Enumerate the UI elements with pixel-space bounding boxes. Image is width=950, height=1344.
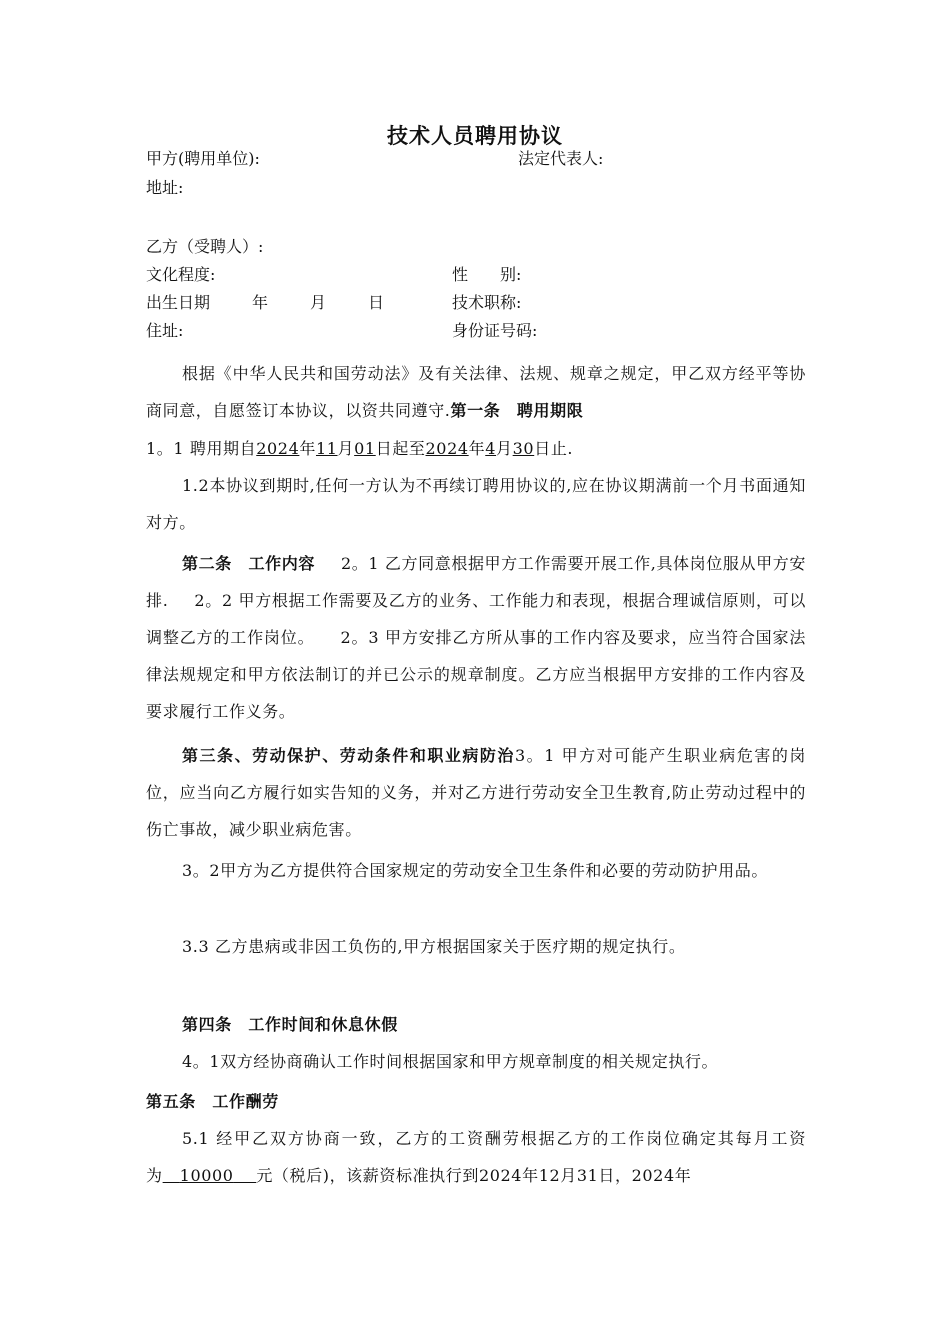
gender-label: 性 别: bbox=[452, 265, 522, 284]
monthly-salary: 10000 bbox=[179, 1166, 234, 1185]
clause-4-1: 4。1双方经协商确认工作时间根据国家和甲方规章制度的相关规定执行。 bbox=[182, 1052, 719, 1071]
id-number-label: 身份证号码: bbox=[452, 321, 538, 340]
article-4-heading-line bbox=[146, 1006, 806, 1043]
education-label: 文化程度: bbox=[146, 265, 216, 284]
end-year: 2024 bbox=[425, 439, 469, 458]
document-title: 技术人员聘用协议 bbox=[387, 124, 563, 148]
tech-title-label: 技术职称: bbox=[452, 293, 522, 312]
end-day: 30 bbox=[512, 439, 535, 458]
clause-1-1: 1。1 聘用期自2024年11月01日起至2024年4月30日止. bbox=[146, 439, 574, 458]
clause-3-1: 3。1 甲方对可能产生职业病危害的岗位，应当向乙方履行如实告知的义务，并对乙方进行劳动安全卫生教育,防止劳动过程中的伤亡事故，减少职业病危害。 bbox=[146, 746, 807, 839]
end-month: 4 bbox=[485, 439, 497, 458]
birth-date-row bbox=[146, 292, 384, 314]
article-2-heading: 第二条 工作内容 bbox=[182, 554, 315, 573]
clause-2-3: 2。3 甲方安排乙方所从事的工作内容及要求，应当符合国家法律法规规定和甲方依法制订的并已公示的规章制度。乙方应当根据甲方安排的工作内容及要求履行工作义务。 bbox=[146, 628, 806, 721]
article-2-paragraph bbox=[146, 545, 806, 730]
party-b-address-label: 住址: bbox=[146, 321, 184, 340]
article-1-heading: 第一条 聘用期限 bbox=[450, 401, 584, 420]
article-3-heading: 第三条、劳动保护、劳动条件和职业病防治 bbox=[182, 746, 515, 765]
legal-rep-label: 法定代表人: bbox=[518, 149, 604, 168]
birth-day-label: 日 bbox=[368, 293, 385, 312]
clause-5-1: 5.1 经甲乙双方协商一致，乙方的工资酬劳根据乙方的工作岗位确定其每月工资为 10000 元（税后)，该薪资标准执行到2024年12月31日，2024年 bbox=[146, 1129, 806, 1185]
party-b-label: 乙方（受聘人）: bbox=[146, 237, 264, 256]
intro-paragraph bbox=[146, 355, 806, 429]
clause-2-2: 2。2 甲方根据工作需要及乙方的业务、工作能力和表现，根据合理诚信原则，可以调整乙方的工作岗位。 bbox=[146, 591, 806, 647]
start-year: 2024 bbox=[256, 439, 300, 458]
birth-year-label: 年 bbox=[252, 293, 269, 312]
article-5-heading: 第五条 工作酬劳 bbox=[146, 1092, 279, 1111]
clause-3-3: 3.3 乙方患病或非因工负伤的,甲方根据国家关于医疗期的规定执行。 bbox=[182, 937, 686, 956]
clause-2-1: 2。1 乙方同意根据甲方工作需要开展工作,具体岗位服从甲方安排. bbox=[146, 554, 806, 610]
clause-3-2: 3。2甲方为乙方提供符合国家规定的劳动安全卫生条件和必要的劳动防护用品。 bbox=[182, 861, 768, 880]
intro-text: 根据《中华人民共和国劳动法》及有关法律、法规、规章之规定，甲乙双方经平等协商同意，自愿签订本协议，以资共同遵守. bbox=[146, 364, 806, 420]
clause-1-2: 1.2本协议到期时,任何一方认为不再续订聘用协议的,应在协议期满前一个月书面通知对方。 bbox=[146, 476, 806, 532]
birth-month-label: 月 bbox=[310, 293, 327, 312]
party-a-unit-label: 甲方(聘用单位): bbox=[146, 149, 260, 168]
birth-label: 出生日期 bbox=[146, 293, 211, 312]
party-a-address-label: 地址: bbox=[146, 178, 184, 197]
article-5-heading-line bbox=[146, 1083, 806, 1120]
article-4-heading: 第四条 工作时间和休息休假 bbox=[182, 1015, 398, 1034]
start-month: 11 bbox=[315, 439, 338, 458]
article-3-paragraph bbox=[146, 737, 806, 848]
start-day: 01 bbox=[354, 439, 376, 458]
